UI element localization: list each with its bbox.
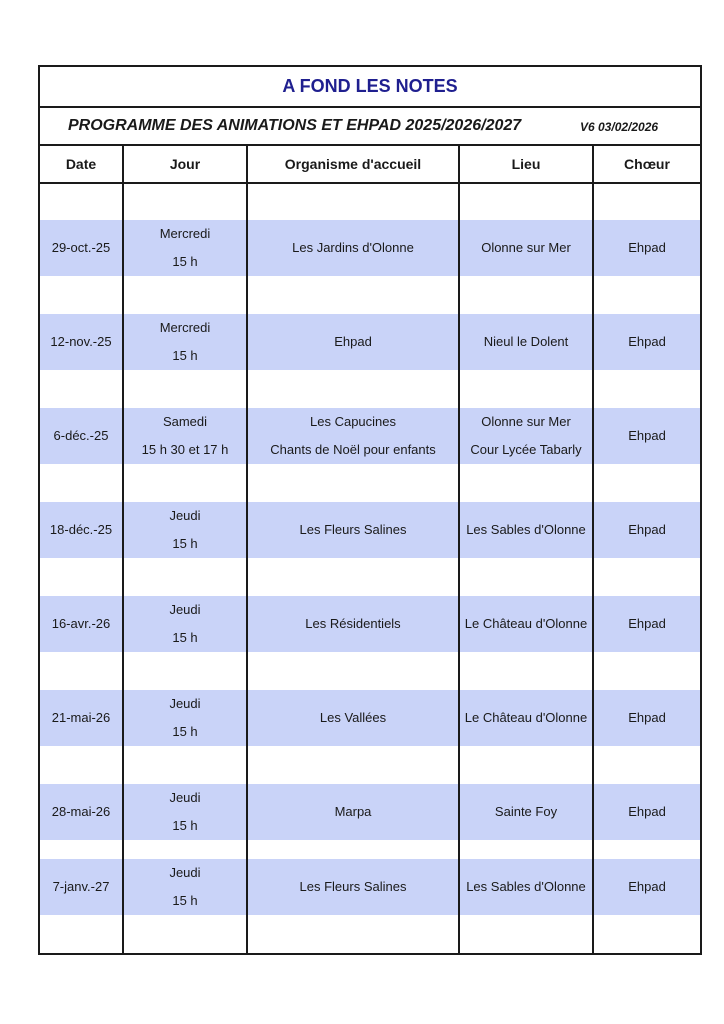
table-row <box>40 690 700 746</box>
day-cell-text: Mercredi <box>159 226 211 241</box>
date-cell <box>40 784 122 840</box>
choir-cell <box>594 314 700 370</box>
choir-cell <box>594 690 700 746</box>
day-cell <box>124 220 246 276</box>
day-cell-text: Jeudi <box>169 696 201 711</box>
table-row <box>40 220 700 276</box>
host-cell-text: Marpa <box>334 804 372 819</box>
day-cell-text: 15 h <box>172 536 198 551</box>
host-cell-text: Ehpad <box>334 334 372 349</box>
date-cell <box>40 690 122 746</box>
choir-cell-text: Ehpad <box>628 710 666 725</box>
day-cell-text: Samedi <box>162 414 208 429</box>
table-row <box>40 596 700 652</box>
date-cell-text: 6-déc.-25 <box>53 428 109 443</box>
day-cell <box>124 408 246 464</box>
date-cell-text: 21-mai-26 <box>51 710 111 725</box>
day-cell-text: 15 h <box>172 893 198 908</box>
day-cell-text: Jeudi <box>169 790 201 805</box>
host-cell <box>248 690 458 746</box>
host-cell <box>248 220 458 276</box>
choir-cell-text: Ehpad <box>628 522 666 537</box>
host-cell-text: Les Fleurs Salines <box>299 879 407 894</box>
day-cell <box>124 859 246 915</box>
day-cell <box>124 784 246 840</box>
place-cell <box>460 690 592 746</box>
place-cell-text: Olonne sur Mer <box>481 240 571 255</box>
place-cell <box>460 314 592 370</box>
day-cell <box>124 502 246 558</box>
date-cell-text: 28-mai-26 <box>51 804 111 819</box>
table-row <box>40 502 700 558</box>
place-cell-text: Les Sables d'Olonne <box>466 522 586 537</box>
day-cell-text: Jeudi <box>169 865 201 880</box>
table-row <box>40 784 700 840</box>
table-row <box>40 408 700 464</box>
date-cell <box>40 408 122 464</box>
day-cell <box>124 314 246 370</box>
day-cell-text: 15 h <box>172 254 198 269</box>
place-cell <box>460 859 592 915</box>
host-cell-text: Les Jardins d'Olonne <box>292 240 414 255</box>
place-cell-text: Le Château d'Olonne <box>464 616 588 631</box>
date-cell-text: 7-janv.-27 <box>52 879 110 894</box>
column-divider <box>592 146 594 955</box>
host-cell-text: Les Résidentiels <box>305 616 401 631</box>
date-cell-text: 12-nov.-25 <box>50 334 112 349</box>
table-row <box>40 314 700 370</box>
header-day: Jour <box>169 156 201 172</box>
place-cell <box>460 596 592 652</box>
place-cell <box>460 220 592 276</box>
host-cell <box>248 784 458 840</box>
host-cell <box>248 314 458 370</box>
place-cell-text: Les Sables d'Olonne <box>466 879 586 894</box>
date-cell-text: 29-oct.-25 <box>51 240 111 255</box>
header-date: Date <box>65 156 97 172</box>
program-title: PROGRAMME DES ANIMATIONS ET EHPAD 2025/2026/2027 <box>68 117 522 134</box>
subtitle-bar <box>40 108 700 146</box>
date-cell-text: 16-avr.-26 <box>51 616 111 631</box>
place-cell-text: Nieul le Dolent <box>483 334 569 349</box>
day-cell-text: 15 h <box>172 348 198 363</box>
choir-cell-text: Ehpad <box>628 428 666 443</box>
date-cell <box>40 859 122 915</box>
day-cell-text: 15 h <box>172 724 198 739</box>
column-divider <box>458 146 460 955</box>
choir-cell-text: Ehpad <box>628 616 666 631</box>
choir-cell-text: Ehpad <box>628 240 666 255</box>
date-cell-text: 18-déc.-25 <box>49 522 113 537</box>
choir-cell <box>594 784 700 840</box>
table-row <box>40 859 700 915</box>
place-cell-text: Olonne sur Mer <box>481 414 571 429</box>
choir-cell <box>594 408 700 464</box>
host-cell-text: Les Capucines <box>310 414 396 429</box>
choir-cell <box>594 220 700 276</box>
date-cell <box>40 596 122 652</box>
host-cell-text: Chants de Noël pour enfants <box>270 442 436 457</box>
choir-cell-text: Ehpad <box>628 334 666 349</box>
table-header <box>40 146 700 184</box>
day-cell-text: 15 h 30 et 17 h <box>141 442 229 457</box>
host-cell <box>248 502 458 558</box>
choir-cell <box>594 596 700 652</box>
day-cell-text: Jeudi <box>169 508 201 523</box>
day-cell-text: Jeudi <box>169 602 201 617</box>
date-cell <box>40 502 122 558</box>
host-cell <box>248 859 458 915</box>
date-cell <box>40 220 122 276</box>
column-divider <box>246 146 248 955</box>
day-cell-text: 15 h <box>172 630 198 645</box>
schedule-table <box>38 65 702 955</box>
version-label: V6 03/02/2026 <box>580 120 659 134</box>
day-cell <box>124 596 246 652</box>
place-cell-text: Sainte Foy <box>494 804 558 819</box>
day-cell-text: 15 h <box>172 818 198 833</box>
place-cell-text: Cour Lycée Tabarly <box>470 442 582 457</box>
host-cell <box>248 596 458 652</box>
choir-cell-text: Ehpad <box>628 804 666 819</box>
header-choir: Chœur <box>624 156 670 172</box>
place-cell <box>460 784 592 840</box>
choir-cell <box>594 502 700 558</box>
host-cell-text: Les Vallées <box>319 710 387 725</box>
host-cell-text: Les Fleurs Salines <box>299 522 407 537</box>
date-cell <box>40 314 122 370</box>
column-divider <box>122 146 124 955</box>
host-cell <box>248 408 458 464</box>
place-cell <box>460 408 592 464</box>
place-cell-text: Le Château d'Olonne <box>464 710 588 725</box>
choir-cell <box>594 859 700 915</box>
day-cell-text: Mercredi <box>159 320 211 335</box>
place-cell <box>460 502 592 558</box>
document-title: A FOND LES NOTES <box>40 67 700 108</box>
header-place: Lieu <box>511 156 541 172</box>
day-cell <box>124 690 246 746</box>
header-host: Organisme d'accueil <box>284 156 422 172</box>
choir-cell-text: Ehpad <box>628 879 666 894</box>
